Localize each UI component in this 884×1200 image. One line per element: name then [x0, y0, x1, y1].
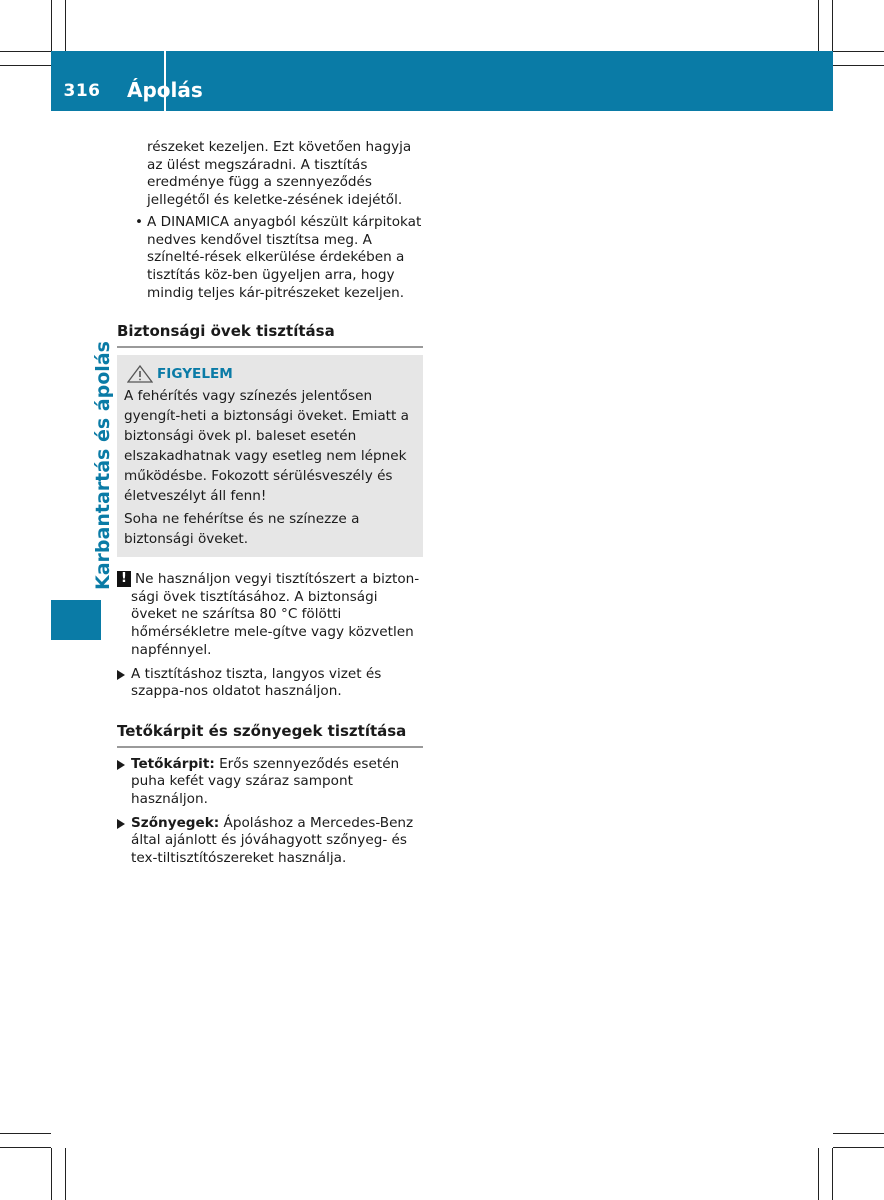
- page-title: Ápolás: [127, 78, 203, 102]
- section-tab-marker: [51, 600, 101, 640]
- warning-text: A fehérítés vagy színezés jelentősen gyengít-heti a biztonsági öveket. Emiatt a biztonsági övek pl. baleset esetén elszakadhatnak vagy esetleg nem lépnek működésbe. Fokozott sérülésveszély és életveszélyt áll fenn!: [124, 388, 409, 505]
- warning-header: [124, 364, 415, 384]
- crop-mark: [0, 65, 51, 66]
- arrow-right-icon: [117, 760, 125, 770]
- step-lead: Tetőkárpit:: [131, 755, 215, 772]
- section-steps: [117, 756, 423, 868]
- note-text: Ne használjon vegyi tisztítószert a bizton-sági övek tisztításához. A biztonsági öveket ne szárítsa 80 °C fölötti hőmérsékletre mele-gítve vagy közvetlen napfénnyel.: [131, 571, 420, 658]
- instruction-step: [117, 815, 423, 868]
- arrow-right-icon: [117, 819, 125, 829]
- crop-mark: [51, 1148, 52, 1200]
- note-item: [117, 571, 423, 660]
- instruction-step: [117, 756, 423, 809]
- crop-mark: [833, 51, 884, 52]
- section-heading-seatbelts: Biztonsági övek tisztítása: [117, 323, 423, 348]
- page-header: [51, 51, 833, 111]
- crop-mark: [833, 1133, 884, 1134]
- crop-mark: [833, 65, 884, 66]
- step-text: Ápoláshoz a Mercedes-Benz által ajánlott és jóváhagyott szőnyeg- és tex-tiltisztítószereket használja.: [131, 814, 414, 867]
- section-heading-headliner-carpets: Tetőkárpit és szőnyegek tisztítása: [117, 723, 423, 748]
- step-lead: Szőnyegek:: [131, 814, 220, 831]
- crop-mark: [65, 1148, 66, 1200]
- crop-mark: [818, 0, 819, 51]
- crop-mark: [818, 1148, 819, 1200]
- arrow-right-icon: [117, 670, 125, 680]
- side-section-label: Karbantartás és ápolás: [92, 341, 114, 590]
- step-text: Erős szennyeződés esetén puha kefét vagy száraz sampont használjon.: [131, 755, 400, 808]
- page-number: 316: [63, 81, 101, 101]
- step-text: A tisztításhoz tiszta, langyos vizet és szappa-nos oldatot használjon.: [131, 665, 382, 700]
- bullet-dot-icon: •: [135, 213, 144, 230]
- instruction-step: [117, 666, 423, 701]
- warning-title: FIGYELEM: [157, 366, 233, 383]
- exclamation-icon: !: [117, 571, 131, 587]
- crop-mark: [0, 1147, 51, 1148]
- warning-triangle-icon: [127, 365, 153, 383]
- crop-mark: [0, 1133, 51, 1134]
- crop-mark: [65, 0, 66, 51]
- crop-mark: [51, 0, 52, 51]
- crop-mark: [0, 51, 51, 52]
- list-item-text: A DINAMICA anyagból készült kárpitokat nedves kendővel tisztítsa meg. A színelté-rések elkerülése érdekében a tisztítás köz-ben ügyeljen arra, hogy mindig teljes kár-pitrészeket kezeljen.: [147, 213, 422, 301]
- main-content: [117, 139, 423, 868]
- warning-text: Soha ne fehérítse és ne színezze a biztonsági öveket.: [124, 511, 360, 548]
- crop-mark: [832, 1148, 833, 1200]
- intro-paragraph: részeket kezeljen. Ezt követően hagyja az ülést megszáradni. A tisztítás eredménye függ a szennyeződés jellegétől és keletke-zésének idejétől.: [147, 139, 412, 209]
- crop-mark: [832, 0, 833, 51]
- list-item: [117, 214, 423, 303]
- crop-mark: [833, 1147, 884, 1148]
- warning-box: [117, 355, 423, 557]
